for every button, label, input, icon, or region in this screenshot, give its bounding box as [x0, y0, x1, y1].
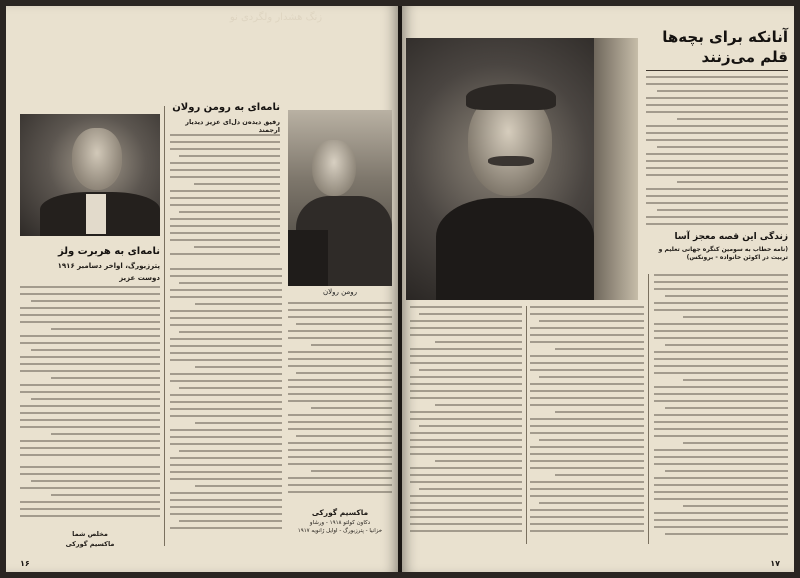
wells-letter-body-2	[20, 466, 160, 528]
section-body-right	[654, 274, 788, 544]
right-page	[402, 6, 794, 572]
section-body-middle	[530, 306, 644, 544]
running-head: زنگ هشدار ولگردی نو	[229, 12, 323, 23]
rolland-photo-caption: رومن رولان	[323, 288, 357, 296]
wells-letter-body	[20, 286, 160, 464]
rolland-letter-dateline-2: خزانیا - پترزبورگ - اوایل ژانویه ۱۹۱۷	[297, 528, 383, 534]
section-title: زندگی این قصه معجز آسا	[674, 232, 788, 242]
rolland-letter-signature: ماکسیم گورکی	[311, 508, 369, 517]
rolland-letter-intro	[170, 134, 280, 264]
rolland-portrait-photo	[288, 110, 392, 286]
right-page-number: ۱۷	[770, 559, 780, 568]
column-divider-right	[648, 274, 649, 544]
section-subtitle: (نامه خطاب به سومین کنگره جهانی تعلیم و تربیت در اکوئن خانواده - برونکس)	[658, 246, 788, 261]
wells-portrait-photo	[20, 114, 160, 236]
rolland-letter-dateline-1: دکاون کولتو ۱۹۱۸ - ورشاو	[309, 520, 371, 526]
article-headline-line2: قلم می‌زنند	[701, 48, 788, 66]
wells-letter-signature: ماکسیم گورکی	[65, 540, 115, 548]
article-headline-line1: آنانکه برای بچه‌ها	[662, 28, 788, 46]
wells-letter-salutation: دوست عزیز	[119, 274, 160, 282]
wells-letter-title: نامه‌ای به هربرت ولز	[58, 246, 160, 257]
left-page	[6, 6, 398, 572]
rolland-letter-subtitle: رفیق دیده‌ن دل‌ای عزیز دیدیار ارجمند	[185, 118, 280, 134]
magazine-spread	[6, 6, 794, 572]
article-intro-text	[646, 76, 788, 230]
rolland-letter-title: نامه‌ای به رومن رولان	[172, 102, 280, 113]
section-body-left	[410, 306, 522, 544]
wells-letter-dateline: پترزبورگ، اواخر دسامبر ۱۹۱۶	[57, 262, 160, 270]
rolland-letter-body-col1	[170, 268, 282, 538]
gorky-portrait-photo	[406, 38, 638, 300]
headline-rule	[646, 70, 788, 71]
left-page-number: ۱۶	[20, 559, 30, 568]
rolland-letter-body-col2	[288, 302, 392, 502]
column-divider	[164, 106, 165, 546]
wells-letter-signoff: مخلص شما	[72, 530, 108, 538]
column-divider-middle	[526, 306, 527, 544]
